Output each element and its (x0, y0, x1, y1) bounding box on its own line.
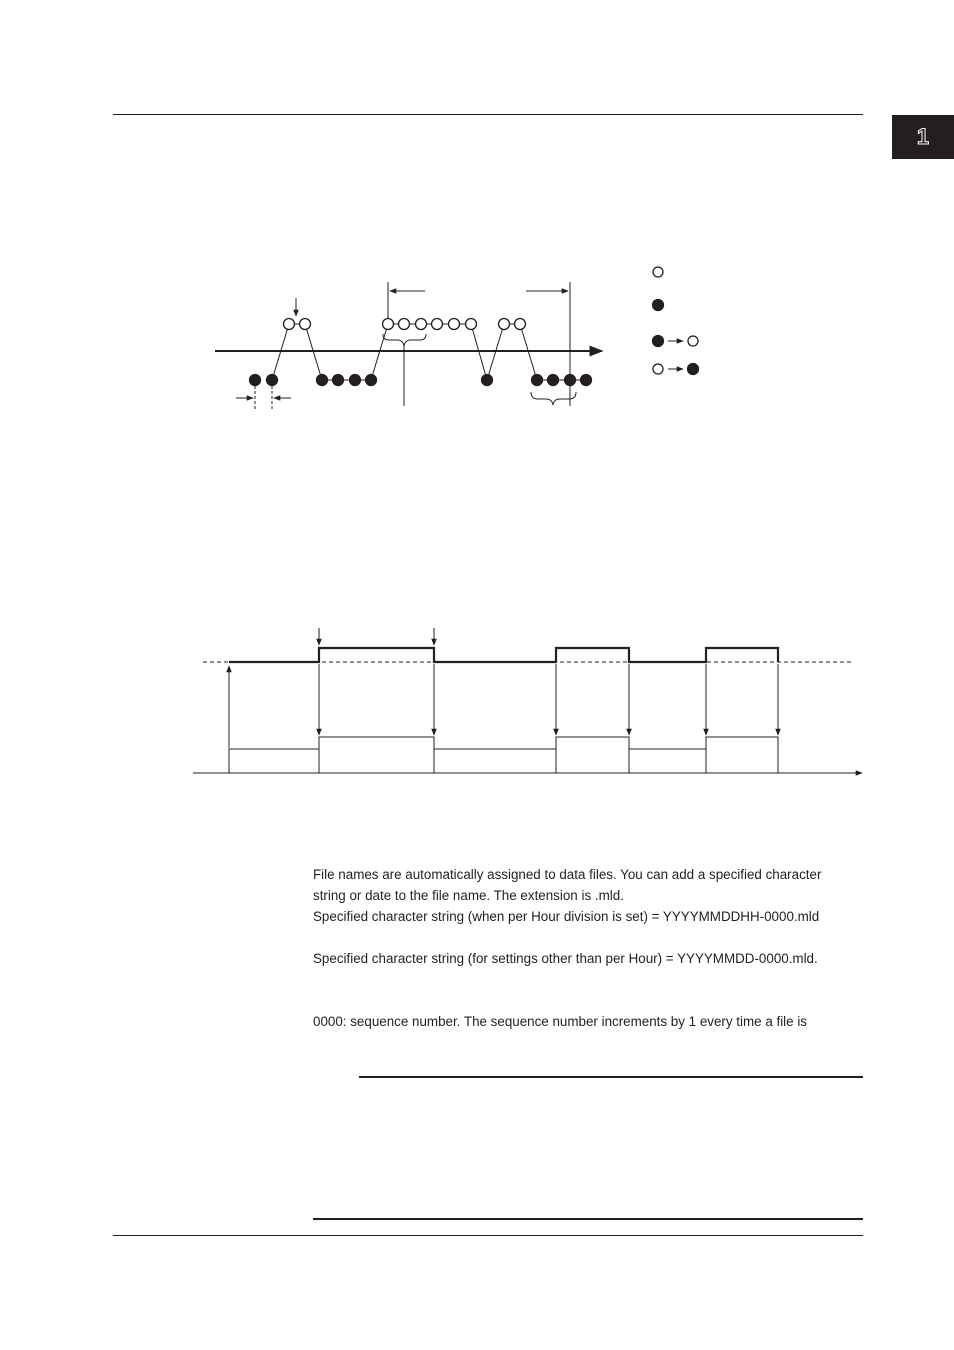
output-block (629, 749, 706, 773)
chapter-number: 1 (916, 124, 930, 149)
output-block (229, 749, 319, 773)
output-blocks (229, 737, 778, 773)
edge-drop-lines (319, 664, 778, 735)
hour-format-text: Specified character string (when per Hour division is set) = YYYYMMDDHH-0000.mld (313, 909, 820, 924)
footer-rule (113, 1235, 863, 1236)
sequence-note-text: 0000: sequence number. The sequence number increments by 1 every time a file is (313, 1014, 807, 1029)
output-block (556, 737, 629, 773)
other-format-text: Specified character string (for settings other than per Hour) = YYYYMMDD-0000.mld. (313, 951, 818, 966)
output-block (434, 749, 556, 773)
filename-paragraph-line-2: string or date to the file name. The extension is .mld. (313, 888, 624, 903)
note-top-rule (359, 1076, 863, 1078)
output-block (319, 737, 434, 773)
note-bottom-rule (313, 1218, 863, 1220)
filename-paragraph-line-1: File names are automatically assigned to data files. You can add a specified character (313, 867, 822, 882)
output-block (706, 737, 778, 773)
input-pulse-trace (229, 648, 778, 662)
